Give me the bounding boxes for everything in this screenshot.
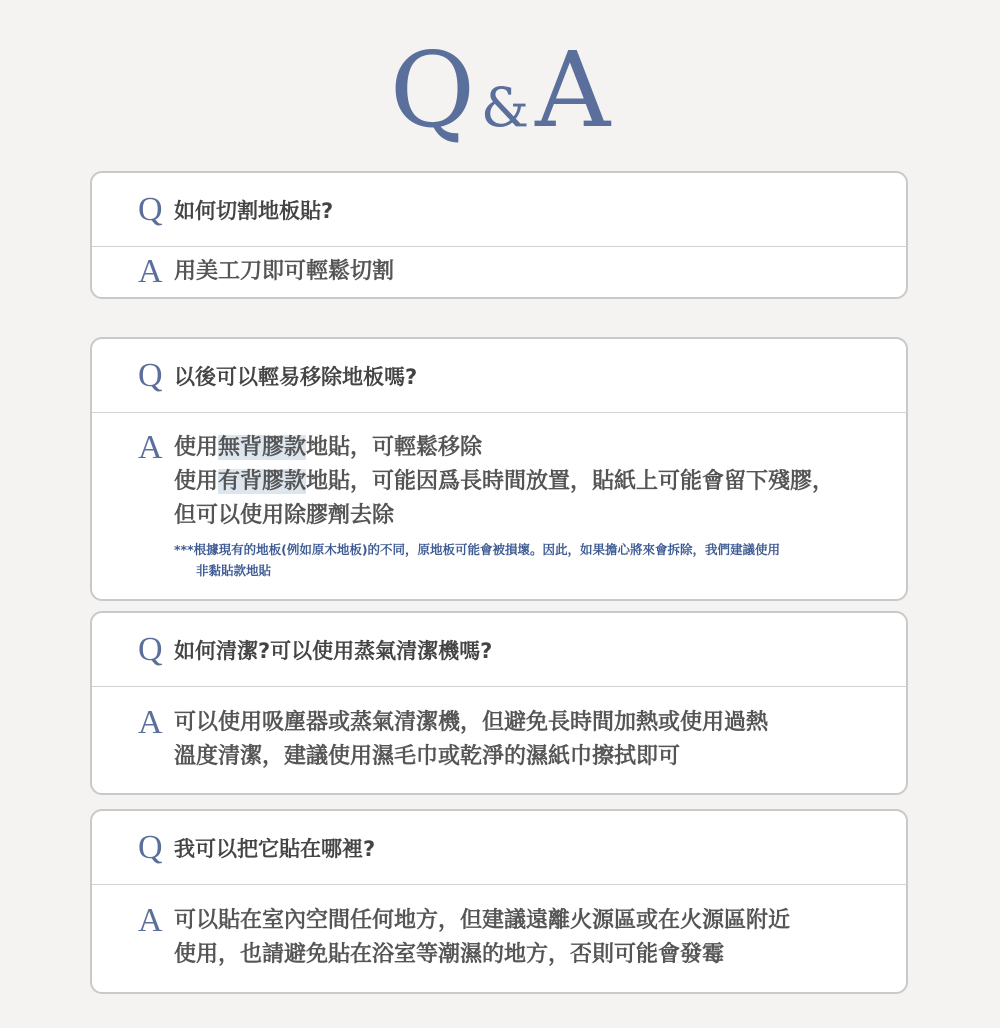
question-label: Q	[138, 190, 163, 228]
answer-row	[92, 885, 906, 992]
question-label: Q	[138, 356, 163, 394]
title-ampersand: &	[481, 76, 530, 139]
answer-label: A	[138, 704, 163, 741]
answer-row	[92, 247, 906, 297]
answer-line-1: 使用無背膠款地貼，可輕鬆移除	[174, 435, 483, 460]
highlight-adhesive: 有背膠款	[218, 469, 307, 494]
answer-line-2: 使用有背膠款地貼，可能因爲長時間放置，貼紙上可能會留下殘膠，	[174, 469, 835, 494]
faq-card-removal	[90, 337, 908, 601]
answer-line-2: 使用，也請避免貼在浴室等潮濕的地方，否則可能會發霉	[174, 942, 725, 967]
answer-label: A	[138, 429, 163, 466]
question-row	[92, 339, 906, 413]
highlight-no-adhesive: 無背膠款	[218, 435, 307, 460]
answer-text: 用美工刀即可輕鬆切割	[174, 259, 395, 284]
question-text: 如何清潔?可以使用蒸氣清潔機嗎?	[174, 638, 493, 663]
question-row	[92, 811, 906, 885]
title-q: Q	[389, 29, 476, 151]
question-label: Q	[138, 630, 163, 668]
answer-line-2: 溫度清潔，建議使用濕毛巾或乾淨的濕紙巾擦拭即可	[174, 744, 681, 769]
faq-card-cutting	[90, 171, 908, 299]
footnote-line-1: ***根據現有的地板(例如原木地板)的不同，原地板可能會被損壞。因此，如果擔心將來會拆除，我們建議使用	[174, 542, 781, 557]
page-title	[0, 29, 1000, 151]
question-label: Q	[138, 828, 163, 866]
question-text: 我可以把它貼在哪裡?	[174, 836, 376, 861]
answer-line-3: 但可以使用除膠劑去除	[174, 503, 395, 528]
title-a: A	[535, 29, 611, 151]
faq-card-cleaning	[90, 611, 908, 795]
answer-row	[92, 687, 906, 793]
question-text: 以後可以輕易移除地板嗎?	[174, 364, 418, 389]
question-text: 如何切割地板貼?	[174, 198, 334, 223]
footnote-line-2: 非黏貼款地貼	[196, 563, 272, 578]
answer-line-1: 可以使用吸塵器或蒸氣清潔機，但避免長時間加熱或使用過熱	[174, 710, 769, 735]
answer-label: A	[138, 253, 163, 290]
question-row	[92, 613, 906, 687]
answer-line-1: 可以貼在室內空間任何地方，但建議遠離火源區或在火源區附近	[174, 908, 791, 933]
faq-card-placement	[90, 809, 908, 994]
answer-row	[92, 413, 906, 599]
footnote	[174, 539, 906, 581]
answer-label: A	[138, 902, 163, 939]
question-row	[92, 173, 906, 247]
